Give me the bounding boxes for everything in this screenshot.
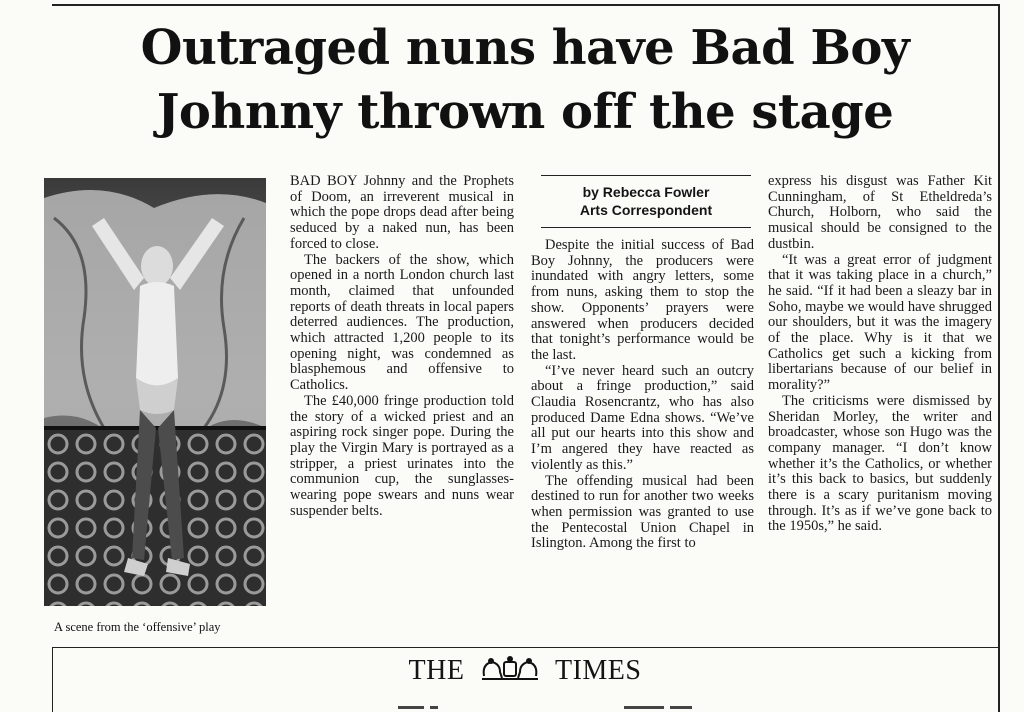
right-rule: [998, 4, 1000, 712]
paragraph: Despite the initial success of Bad Boy Johnny, the producers were inundated with angry letters, some from nuns, asking them to stop the show. Opponents’ prayers were answered when producers decided that tonight’s performance would be the last.: [531, 237, 754, 363]
paragraph: “I’ve never heard such an outcry about a fringe production,” said Claudia Rosencrantz, who has also produced Dame Edna shows. “We’ve all put our hearts into this show and I’m angered they have reacted as violently as this.”: [531, 362, 754, 473]
footer-rule: [52, 647, 998, 648]
paragraph: The offending musical had been destined to run for another two weeks when permission was granted to use the Pentecostal Union Chapel in Islington. Among the first to: [531, 472, 754, 552]
byline-author: by Rebecca Fowler: [582, 184, 710, 200]
paragraph: The £40,000 fringe production told the story of a wicked priest and an aspiring rock singer pope. During the play the Virgin Mary is portrayed as a stripper, a priest urinates into the communion cup, the sunglasses-wearing pope swears and nuns wear suspender belts.: [290, 392, 514, 519]
scene-photo: [44, 178, 266, 606]
royal-crest-icon: [478, 654, 542, 691]
masthead: [52, 654, 998, 691]
headline: Outraged nuns have Bad Boy Johnny thrown off the stage: [140, 20, 910, 140]
byline: [541, 183, 751, 219]
cut-off-dateline: [384, 700, 714, 712]
masthead-times: TIMES: [554, 655, 642, 686]
byline-rule-bottom: [541, 227, 751, 228]
top-rule: [52, 4, 998, 6]
paragraph: express his disgust was Father Kit Cunningham, of St Etheldreda’s Church, Holborn, who said the musical should be consigned to the dustbin.: [768, 173, 992, 252]
byline-role: Arts Correspondent: [579, 202, 713, 218]
photo-caption: A scene from the ‘offensive’ play: [54, 620, 221, 634]
article-column-3: [768, 174, 992, 535]
article-column-1: [290, 174, 514, 519]
paragraph: BAD BOY Johnny and the Prophets of Doom, an irreverent musical in which the pope drops dead after being seduced by a naked nun, has been forced to close.: [290, 173, 514, 252]
paragraph: The criticisms were dismissed by Sheridan Morley, the writer and broadcaster, whose son Hugo was the company manager. “I don’t know whether it’s the Catholics, or whether it’s this back to basics, but suddenly there is a scary puritanism moving through. It’s as if we’ve gone back to the 1950s,” he said.: [768, 392, 992, 535]
masthead-the: THE: [408, 655, 465, 686]
paragraph: “It was a great error of judgment that it was taking place in a church,” he said. “If it had been a sleazy bar in Soho, maybe we would have shrugged our shoulders, but it was the imagery of the place. Why is it that we Catholics get such a kicking from libertarians because of our belief in morality?”: [768, 251, 992, 394]
paragraph: The backers of the show, which opened in a north London church last month, claimed that unfounded reports of death threats in local papers deterred audiences. The production, which attracted 1,200 people to its opening night, was condemned as blasphemous and offensive to Catholics.: [290, 251, 514, 394]
article-column-2: [531, 238, 754, 552]
byline-rule-top: [541, 175, 751, 176]
